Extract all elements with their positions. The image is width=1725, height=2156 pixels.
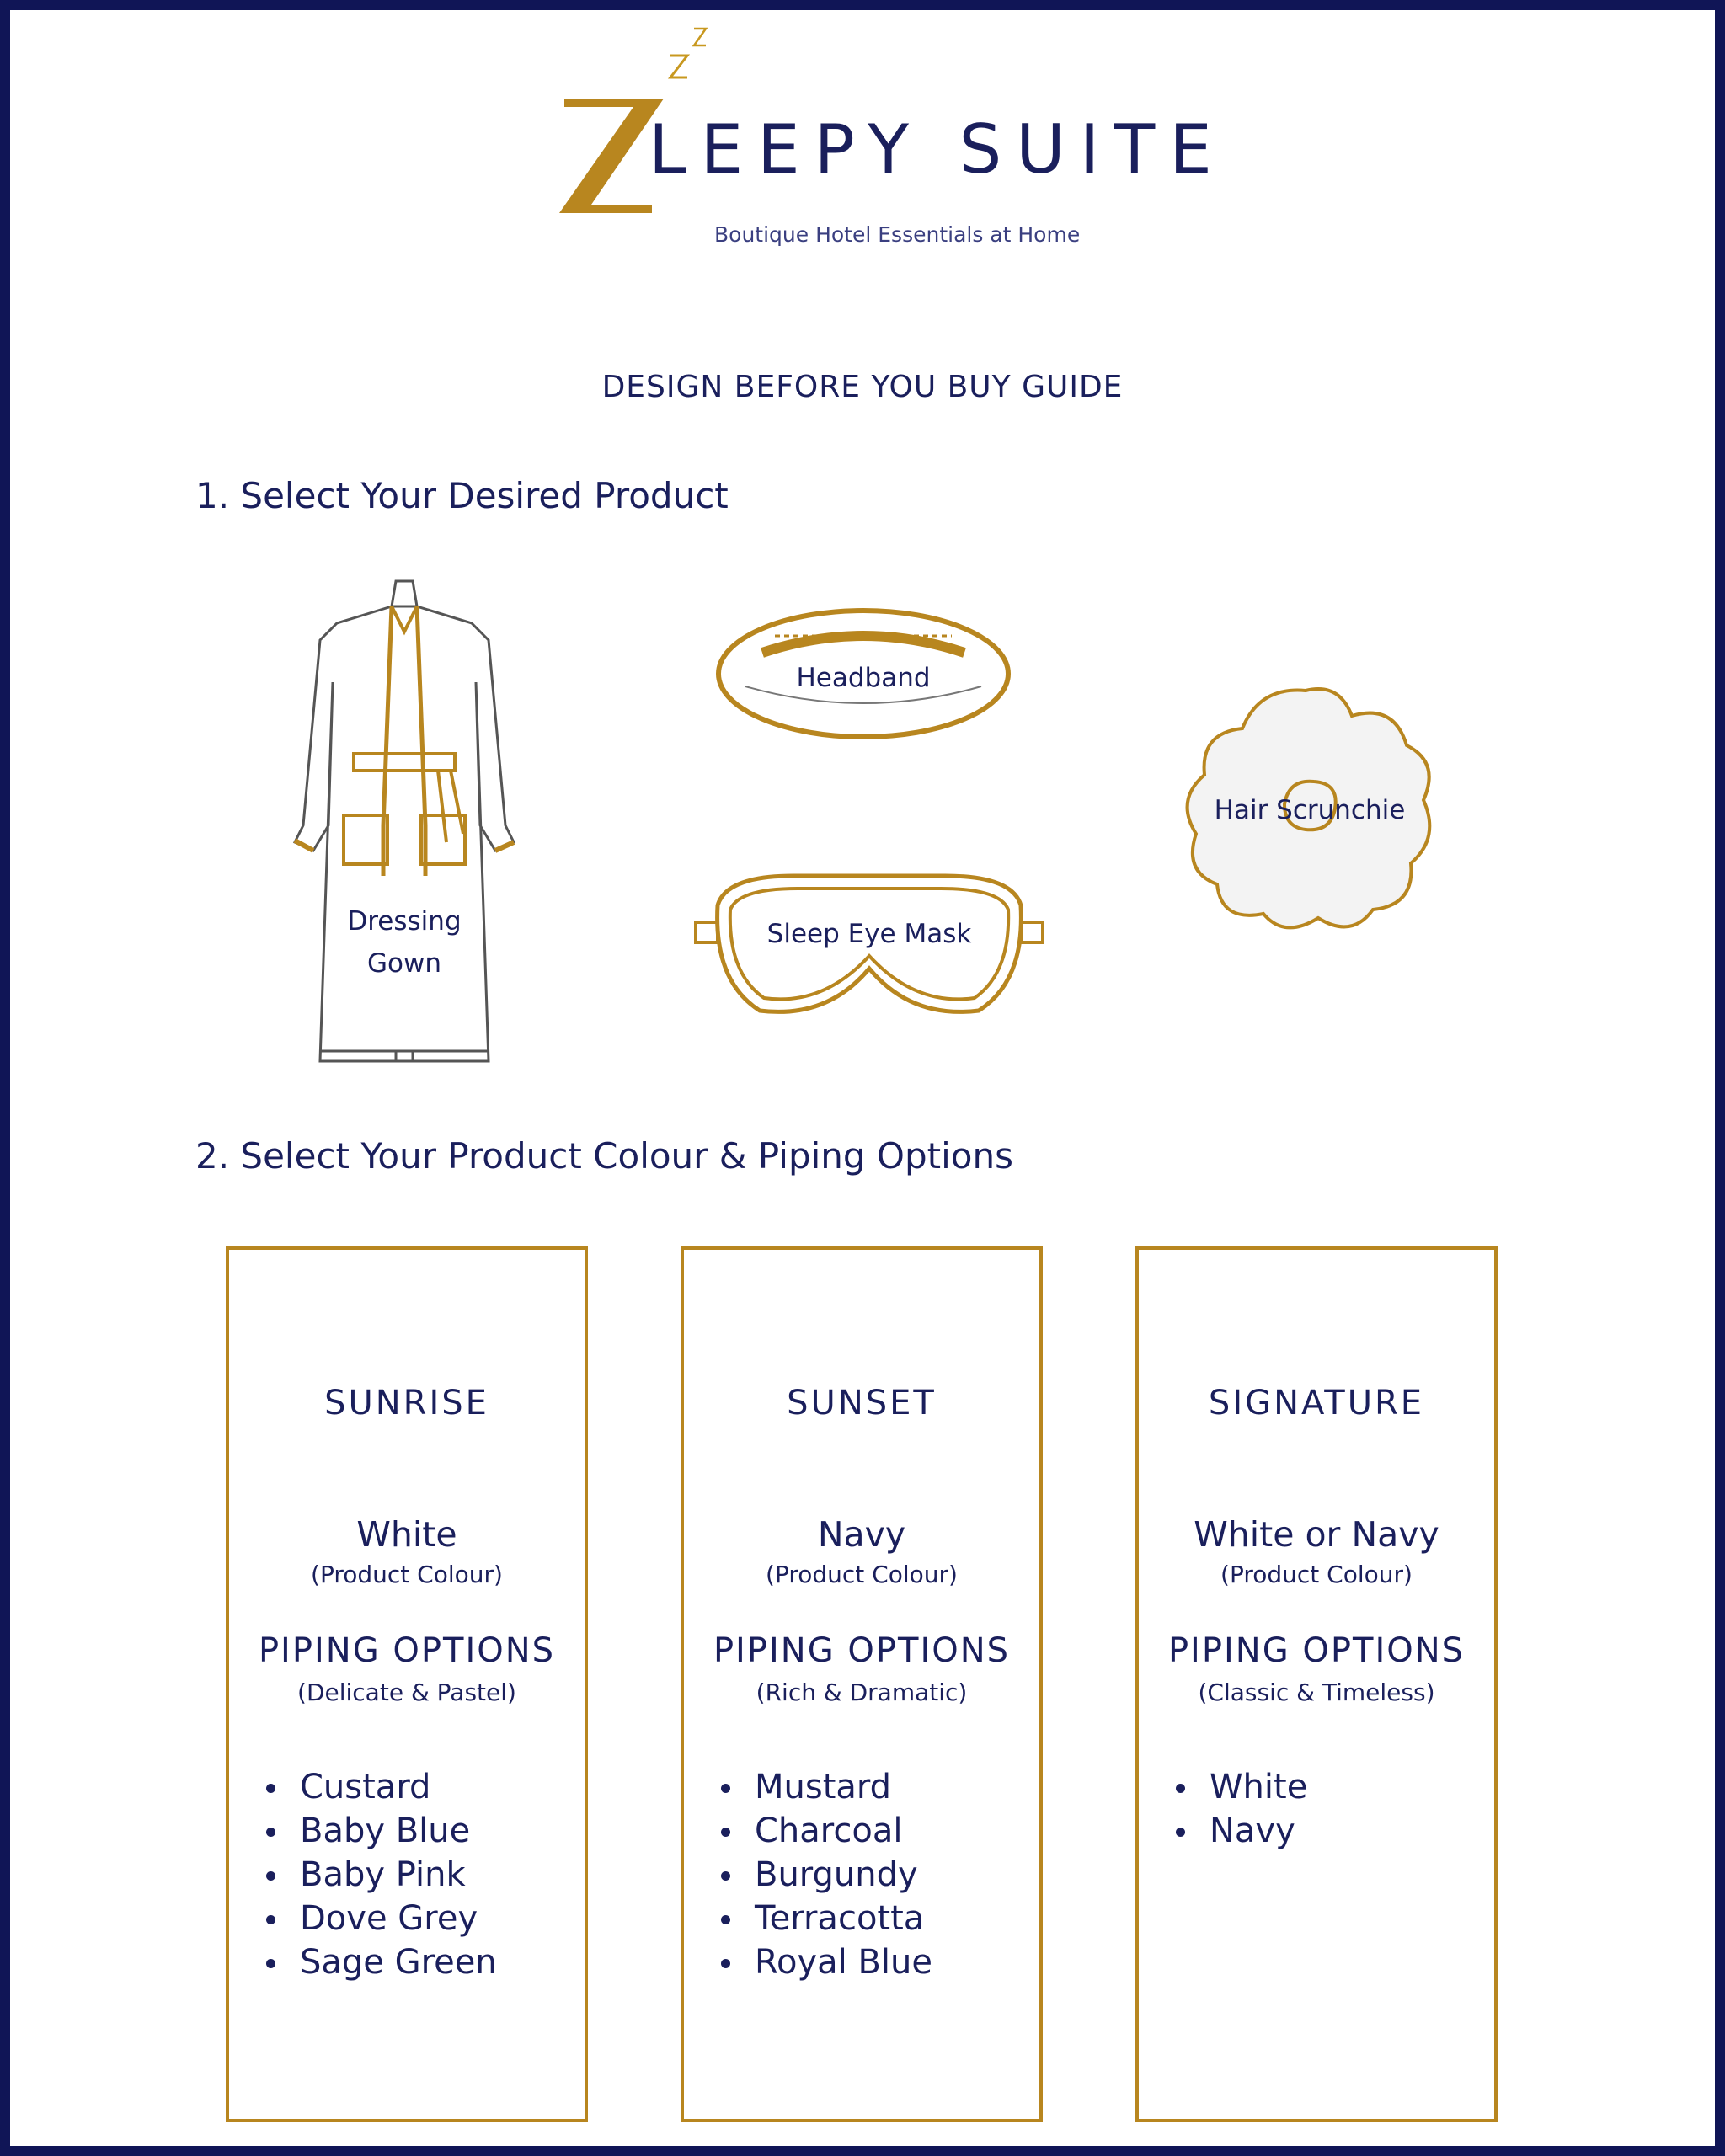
dressing-gown-label-2: Gown: [367, 947, 441, 979]
card-title: SUNRISE: [324, 1384, 489, 1422]
piping-note: (Classic & Timeless): [1198, 1678, 1435, 1706]
piping-heading: PIPING OPTIONS: [258, 1631, 556, 1670]
sleep-eye-mask-label: Sleep Eye Mask: [766, 919, 972, 949]
piping-options-list: [263, 1765, 497, 1984]
card-sunrise[interactable]: [226, 1246, 588, 2122]
piping-option[interactable]: Mustard: [718, 1765, 932, 1809]
sleep-z-icon: [667, 24, 718, 91]
piping-option[interactable]: Baby Pink: [263, 1853, 497, 1897]
piping-option[interactable]: Navy: [1172, 1809, 1307, 1853]
dressing-gown-label-1: Dressing: [347, 906, 462, 937]
piping-heading: PIPING OPTIONS: [713, 1631, 1011, 1670]
piping-note: (Delicate & Pastel): [297, 1678, 516, 1706]
piping-option[interactable]: Baby Blue: [263, 1809, 497, 1853]
sleep-eye-mask-illustration[interactable]: [692, 872, 1046, 1019]
product-colour: White or Navy: [1194, 1514, 1439, 1555]
brand-name: LEEPY SUITE: [649, 110, 1226, 189]
card-title: SUNSET: [787, 1384, 937, 1422]
step2-heading: 2. Select Your Product Colour & Piping Options: [195, 1135, 1013, 1177]
brand-tagline: Boutique Hotel Essentials at Home: [714, 222, 1081, 247]
piping-option[interactable]: Dove Grey: [263, 1897, 497, 1940]
piping-option[interactable]: Terracotta: [718, 1897, 932, 1940]
piping-option[interactable]: White: [1172, 1765, 1307, 1809]
dressing-gown-illustration[interactable]: [270, 573, 539, 1078]
piping-option[interactable]: Sage Green: [263, 1940, 497, 1984]
card-sunset[interactable]: [681, 1246, 1043, 2122]
piping-option[interactable]: Custard: [263, 1765, 497, 1809]
product-colour-note: (Product Colour): [1220, 1561, 1413, 1588]
piping-option[interactable]: Royal Blue: [718, 1940, 932, 1984]
brand-logo: [0, 0, 1725, 270]
robe-icon: [270, 573, 539, 1078]
hair-scrunchie-label: Hair Scrunchie: [1214, 795, 1406, 825]
product-colour-note: (Product Colour): [766, 1561, 958, 1588]
piping-option[interactable]: Burgundy: [718, 1853, 932, 1897]
headband-label: Headband: [796, 663, 931, 693]
guide-title: DESIGN BEFORE YOU BUY GUIDE: [601, 370, 1124, 404]
product-colour: Navy: [817, 1514, 906, 1555]
piping-options-list: [718, 1765, 932, 1984]
card-signature[interactable]: [1135, 1246, 1498, 2122]
piping-heading: PIPING OPTIONS: [1167, 1631, 1466, 1670]
headband-illustration[interactable]: [712, 594, 1015, 745]
card-title: SIGNATURE: [1208, 1384, 1425, 1422]
piping-options-list: [1172, 1765, 1307, 1853]
piping-option[interactable]: Charcoal: [718, 1809, 932, 1853]
product-colour-note: (Product Colour): [311, 1561, 503, 1588]
product-colour: White: [356, 1514, 457, 1555]
piping-note: (Rich & Dramatic): [756, 1678, 968, 1706]
step1-heading: 1. Select Your Desired Product: [195, 475, 729, 516]
hair-scrunchie-illustration[interactable]: [1179, 682, 1440, 943]
